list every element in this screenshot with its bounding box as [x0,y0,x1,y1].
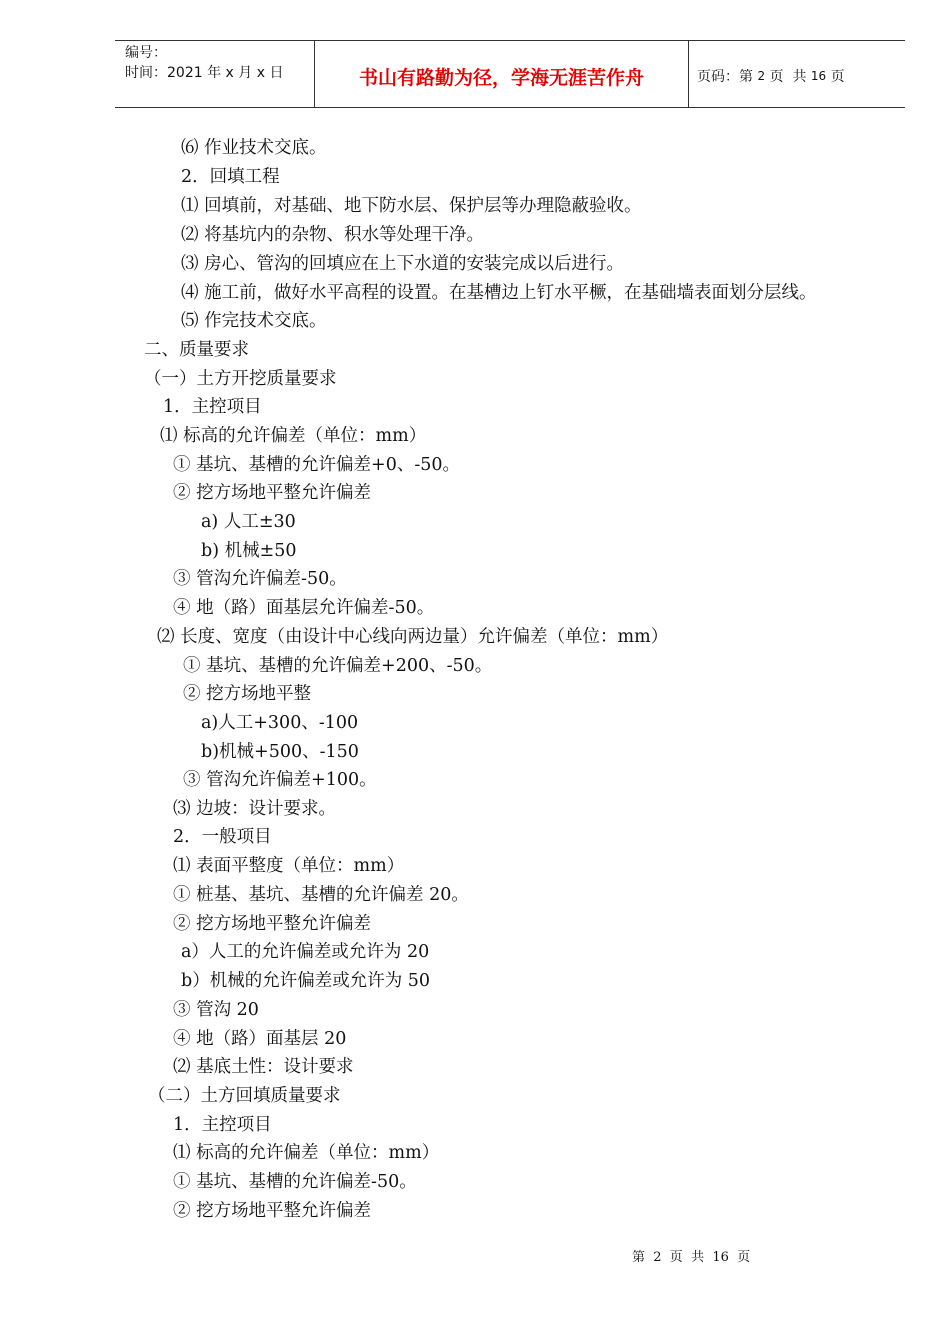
body-line: ⑴ 标高的允许偏差（单位：mm） [173,1143,440,1163]
body-line: ⑶ 房心、管沟的回填应在上下水道的安装完成以后进行。 [181,254,625,274]
body-line: ① 桩基、基坑、基槽的允许偏差 20。 [173,885,469,905]
page-current: 2 [757,69,766,83]
body-line: ③ 管沟 20 [173,1000,259,1020]
body-line: ① 基坑、基槽的允许偏差-50。 [173,1172,417,1192]
body-line: ④ 地（路）面基层 20 [173,1029,347,1049]
page-total: 16 [810,69,827,83]
body-line: ① 基坑、基槽的允许偏差+0、-50。 [173,455,461,475]
body-line: ③ 管沟允许偏差-50。 [173,569,347,589]
section-heading: （一）土方开挖质量要求 [144,369,337,389]
page-middle: 页 共 [765,69,811,85]
body-line: ④ 地（路）面基层允许偏差-50。 [173,598,435,618]
body-line: ⑹ 作业技术交底。 [181,138,327,158]
header-motto: 书山有路勤为径，学海无涯苦作舟 [315,41,689,107]
body-line: a) 人工±30 [201,512,296,532]
body-line: ⑶ 边坡：设计要求。 [173,799,337,819]
body-line: ① 基坑、基槽的允许偏差+200、-50。 [183,656,493,676]
body-line: ⑵ 长度、宽度（由设计中心线向两边量）允许偏差（单位：mm） [157,627,669,647]
body-line: ② 挖方场地平整允许偏差 [173,483,372,503]
section-heading: （二）土方回填质量要求 [148,1086,341,1106]
section-heading: 2．一般项目 [173,827,272,847]
body-line: a)人工+300、-100 [201,713,359,733]
section-heading: 1．主控项目 [173,1115,272,1135]
body-line: ⑵ 将基坑内的杂物、积水等处理干净。 [181,225,485,245]
section-heading: 二、质量要求 [144,340,249,360]
body-line: b) 机械±50 [201,541,297,561]
body-line: ⑵ 基底土性：设计要求 [173,1057,354,1077]
page-label: 页码：第 [697,69,758,85]
body-line: ⑴ 回填前，对基础、地下防水层、保护层等办理隐蔽验收。 [181,196,642,216]
body-line: ⑸ 作完技术交底。 [181,311,327,331]
body-line: b)机械+500、-150 [201,742,359,762]
body-line: ② 挖方场地平整允许偏差 [173,914,372,934]
body-line: ② 挖方场地平整 [183,684,312,704]
time-label: 时间：2021 年 x 月 x 日 [125,65,284,81]
body-line: ⑷ 施工前，做好水平高程的设置。在基槽边上钉水平橛，在基础墙表面划分层线。 [181,283,817,303]
body-line: b）机械的允许偏差或允许为 50 [181,971,431,991]
body-line: ⑴ 标高的允许偏差（单位：mm） [160,426,427,446]
body-line: ⑴ 表面平整度（单位：mm） [173,856,405,876]
body-line: a）人工的允许偏差或允许为 20 [181,942,430,962]
page-footer: 第 2 页 共 16 页 [632,1250,751,1265]
section-heading: 2．回填工程 [181,167,280,187]
body-line: ③ 管沟允许偏差+100。 [183,770,377,790]
page-suffix: 页 [826,69,845,85]
section-heading: 1．主控项目 [163,397,262,417]
body-line: ② 挖方场地平整允许偏差 [173,1201,372,1221]
number-label: 编号： [125,45,167,61]
